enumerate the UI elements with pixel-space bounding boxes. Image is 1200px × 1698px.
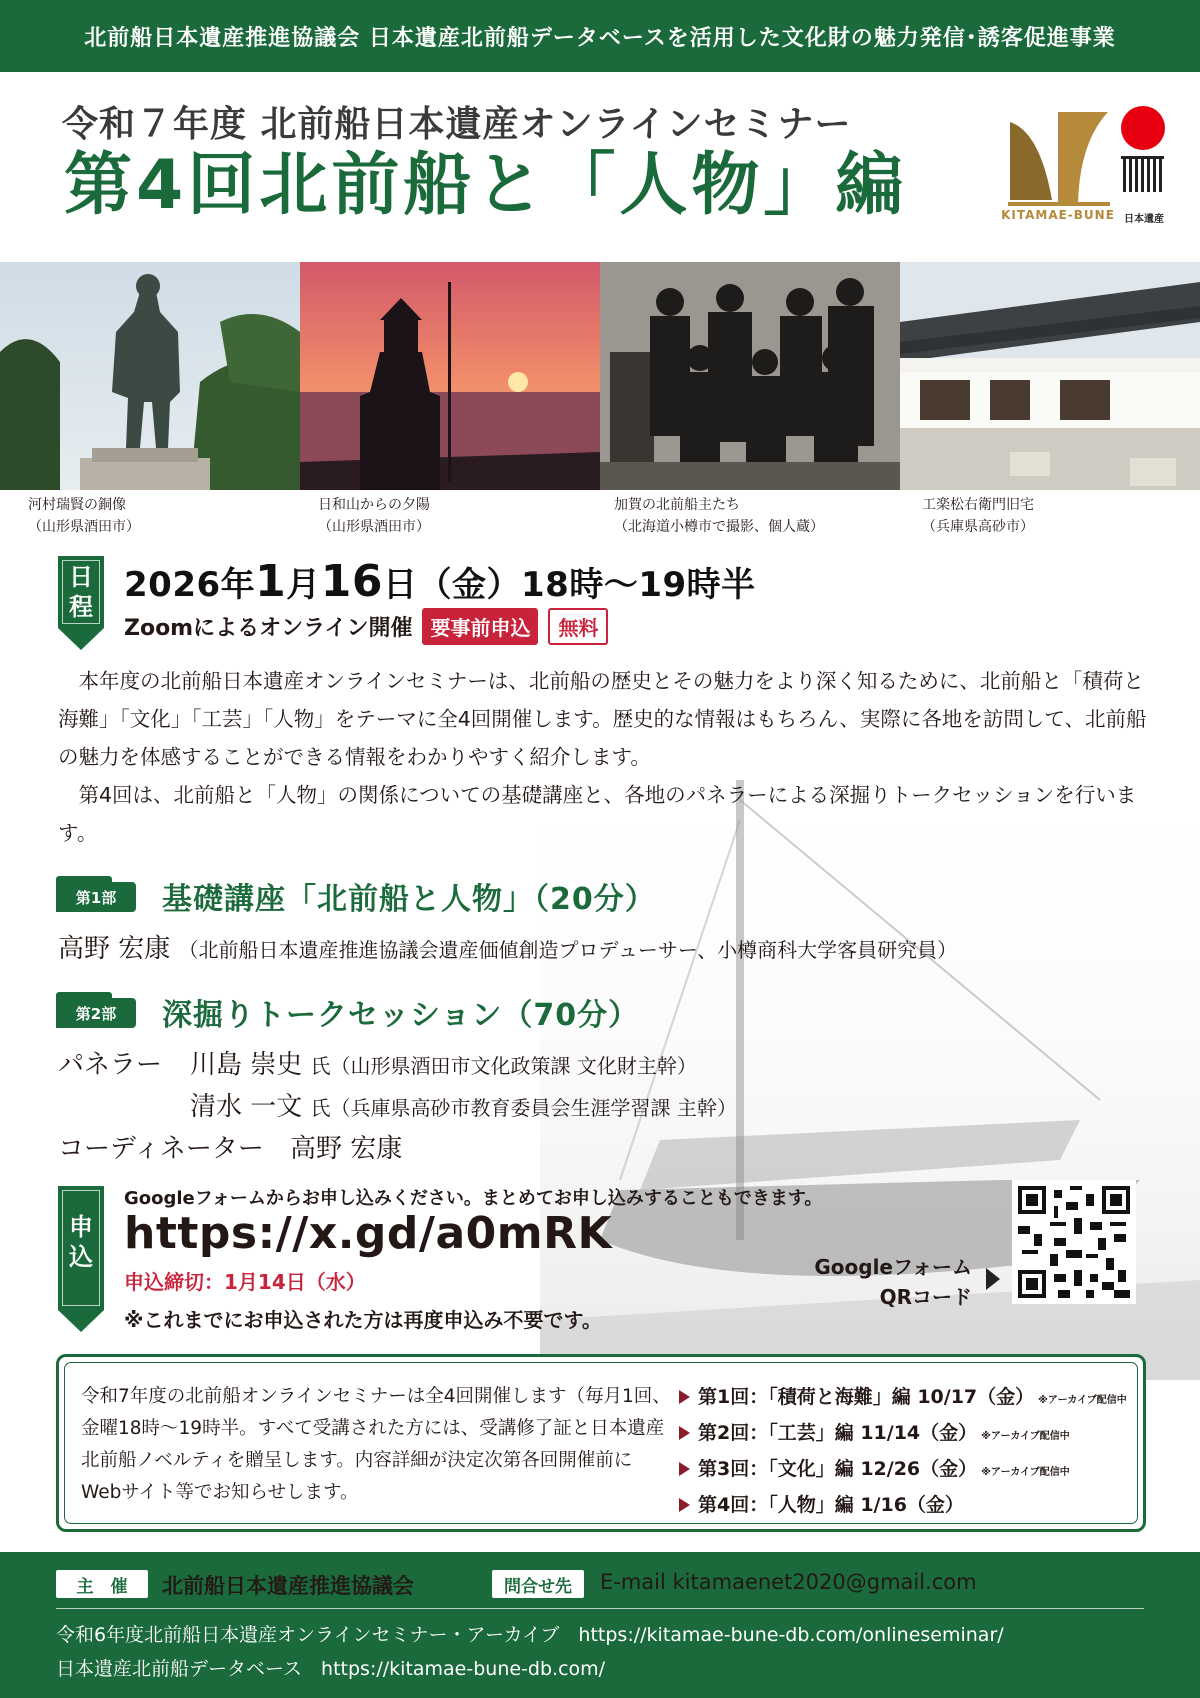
speaker-role: （北前船日本遺産推進協議会遺産価値創造プロデューサー、小樽商科大学客員研究員） xyxy=(178,938,958,962)
series-info-box xyxy=(56,1354,1146,1532)
session-note: ※アーカイブ配信中 xyxy=(1038,1395,1127,1406)
session-item xyxy=(679,1453,1139,1489)
coordinator-label: コーディネーター xyxy=(58,1134,264,1164)
session-note: ※アーカイブ配信中 xyxy=(981,1467,1070,1478)
intro-paragraph: 本年度の北前船日本遺産オンラインセミナーは、北前船の歴史とその魅力をより深く知るために、北前船と「積荷と海難」「文化」「工芸」「人物」をテーマに全4回開催します。歴史的な情報はもちろん、実際に各地を訪問して、北前船の魅力を体感することができる情報をわかりやすく紹介します。 xyxy=(58,669,1147,769)
kitamae-bune-logo xyxy=(1000,102,1116,224)
qr-code[interactable] xyxy=(1012,1180,1136,1304)
host-name: 北前船日本遺産推進協議会 xyxy=(162,1574,414,1598)
session-item xyxy=(679,1381,1139,1417)
part1-speaker xyxy=(58,928,957,965)
contact-label: 問合せ先 xyxy=(492,1570,584,1598)
triangle-bullet-icon xyxy=(679,1390,690,1404)
photo-strip xyxy=(0,262,1200,490)
photo-old-residence xyxy=(900,262,1200,490)
schedule-tag-char: 日 xyxy=(69,563,93,591)
session-label: 第3回：「文化」編 12/26（金） xyxy=(698,1458,978,1480)
photo-caption-residence xyxy=(922,494,1034,538)
kitamae-bune-logo-text: KITAMAE-BUNE xyxy=(1001,208,1115,222)
event-date xyxy=(124,556,756,607)
apply-deadline: 申込締切：1月14日（水） xyxy=(124,1270,366,1294)
caption-line: （山形県酒田市） xyxy=(318,519,430,535)
session-note: ※アーカイブ配信中 xyxy=(981,1431,1070,1442)
apply-instructions: Googleフォームからお申し込みください。まとめてお申し込みすることもできます。 xyxy=(124,1188,823,1209)
apply-tag xyxy=(58,1186,104,1310)
panelist-1 xyxy=(190,1044,697,1081)
speaker-name: 高野 宏康 xyxy=(58,934,171,964)
session-item xyxy=(679,1417,1139,1453)
free-badge: 無料 xyxy=(548,608,608,645)
coordinator-name: 高野 宏康 xyxy=(289,1134,403,1164)
japan-heritage-logo-text: 日本遺産 xyxy=(1124,214,1164,225)
panelist-name: 清水 一文 xyxy=(190,1092,303,1122)
intro-text xyxy=(58,662,1148,852)
apply-tag-char: 込 xyxy=(69,1243,93,1271)
event-subtitle: 令和７年度 北前船日本遺産オンラインセミナー xyxy=(62,104,852,145)
qr-label xyxy=(800,1252,972,1312)
schedule-tag-char: 程 xyxy=(69,593,93,621)
date-time: 日（金）18時～19時半 xyxy=(383,565,756,605)
part2-label: 第2部 xyxy=(56,998,136,1028)
triangle-bullet-icon xyxy=(679,1462,690,1476)
archive-link[interactable]: 令和6年度北前船日本遺産オンラインセミナー・アーカイブ https://kitamae-bune-db.com/onlineseminar/ xyxy=(56,1624,1004,1646)
photo-sunset xyxy=(300,262,600,490)
panelist-role: （兵庫県高砂市教育委員会生涯学習課 主幹） xyxy=(330,1096,737,1120)
japan-heritage-logo xyxy=(1118,106,1168,226)
caption-line: （兵庫県高砂市） xyxy=(922,519,1034,535)
session-label: 第4回：「人物」編 1/16（金） xyxy=(698,1494,964,1516)
part1-title: 基礎講座「北前船と人物」（20分） xyxy=(162,882,656,917)
photo-caption-sunset xyxy=(318,494,430,538)
qr-label-line: Googleフォーム xyxy=(814,1255,972,1279)
database-link[interactable]: 日本遺産北前船データベース https://kitamae-bune-db.com/ xyxy=(56,1658,606,1680)
contact-email[interactable]: E-mail kitamaenet2020@gmail.com xyxy=(600,1570,977,1594)
apply-remark: ※これまでにお申込された方は再度申込み不要です。 xyxy=(124,1308,602,1332)
footer-divider xyxy=(56,1608,1144,1609)
photo-statue xyxy=(0,262,300,490)
photo-shipowners xyxy=(600,262,900,490)
session-label: 第1回：「積荷と海難」編 10/17（金） xyxy=(698,1386,1035,1408)
schedule-tag xyxy=(58,556,104,628)
online-format-text: Zoomによるオンライン開催 xyxy=(124,616,413,641)
date-day: 16 xyxy=(320,556,383,607)
part1-label: 第1部 xyxy=(56,882,136,912)
date-month: 1 xyxy=(255,556,287,607)
caption-line: （山形県酒田市） xyxy=(28,519,140,535)
session-list xyxy=(679,1381,1139,1521)
apply-url-link[interactable]: https://x.gd/a0mRK xyxy=(124,1208,613,1259)
host-label: 主 催 xyxy=(56,1570,148,1598)
caption-line: 工楽松右衛門旧宅 xyxy=(922,497,1034,513)
coordinator xyxy=(58,1128,402,1165)
caption-line: 加賀の北前船主たち xyxy=(614,497,740,513)
session-label: 第2回：「工芸」編 11/14（金） xyxy=(698,1422,978,1444)
apply-tag-char: 申 xyxy=(69,1213,93,1241)
caption-line: （北海道小樽市で撮影、個人蔵） xyxy=(614,519,824,535)
panel-label: パネラー xyxy=(58,1050,163,1080)
session-item xyxy=(679,1489,1139,1521)
honorific: 氏 xyxy=(310,1054,331,1078)
honorific: 氏 xyxy=(310,1096,331,1120)
triangle-bullet-icon xyxy=(679,1426,690,1440)
panelist-role: （山形県酒田市文化政策課 文化財主幹） xyxy=(330,1054,697,1078)
date-month-unit: 月 xyxy=(286,565,321,605)
registration-required-badge: 要事前申込 xyxy=(422,608,538,645)
intro-paragraph: 第4回は、北前船と「人物」の関係についての基礎講座と、各地のパネラーによる深掘りトークセッションを行います。 xyxy=(58,783,1137,845)
top-banner: 北前船日本遺産推進協議会 日本遺産北前船データベースを活用した文化財の魅力発信･誘客促進事業 xyxy=(0,0,1200,72)
event-format xyxy=(124,608,608,645)
part2-title: 深掘りトークセッション（70分） xyxy=(162,998,640,1033)
series-info-text: 令和7年度の北前船オンラインセミナーは全4回開催します（毎月1回、金曜18時～19時半。すべて受講された方には、受講修了証と日本遺産北前船ノベルティを贈呈します。内容詳細が決定次第各回開催前にWebサイト等でお知らせします。 xyxy=(81,1386,671,1503)
photo-caption-shipowners xyxy=(614,494,824,538)
caption-line: 河村瑞賢の銅像 xyxy=(28,497,126,513)
qr-label-line: QRコード xyxy=(879,1285,972,1309)
photo-caption-statue xyxy=(28,494,140,538)
triangle-bullet-icon xyxy=(679,1498,690,1512)
panelist-2 xyxy=(190,1086,737,1123)
panelist-name: 川島 崇史 xyxy=(190,1050,303,1080)
caption-line: 日和山からの夕陽 xyxy=(318,497,430,513)
date-year: 2026年 xyxy=(124,565,256,605)
arrow-right-icon xyxy=(986,1268,1000,1290)
event-title: 第4回北前船と「人物」編 xyxy=(64,146,908,225)
